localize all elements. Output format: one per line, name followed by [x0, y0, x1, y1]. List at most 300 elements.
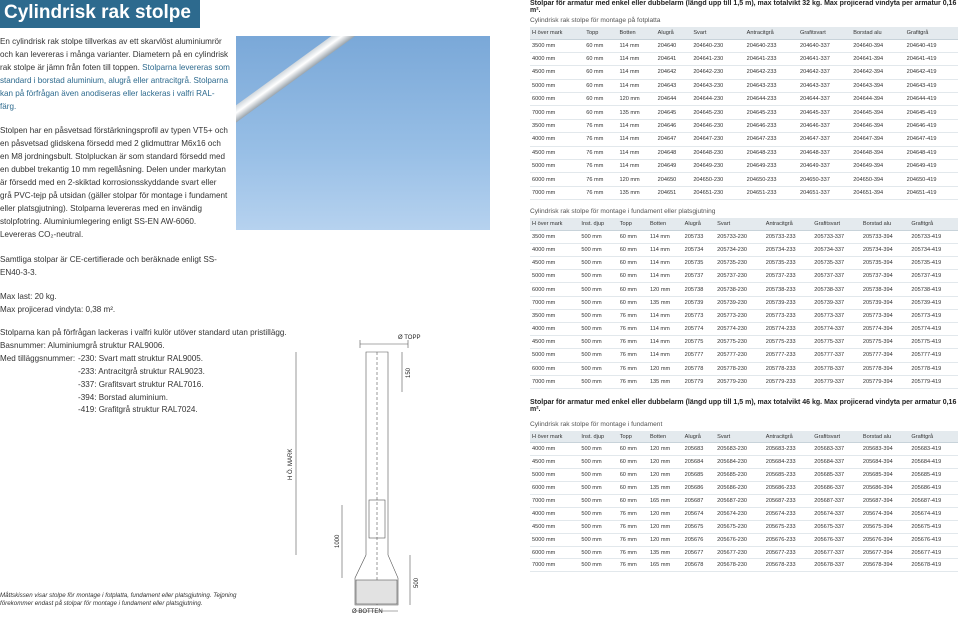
table-cell: 205675-337 — [812, 520, 861, 533]
table-cell: 3500 mm — [530, 309, 579, 322]
table-cell: 205738-230 — [715, 283, 764, 296]
table-cell: 76 mm — [618, 507, 648, 520]
table-cell: 204644-337 — [798, 93, 851, 106]
pole-photo — [236, 36, 490, 230]
table-cell: 205735 — [683, 257, 716, 270]
table-2-title: Cylindrisk rak stolpe för montage i fundament eller platsgjutning — [530, 208, 716, 216]
table-cell: 205779-419 — [909, 375, 958, 388]
table-cell: 205773-230 — [715, 309, 764, 322]
table-cell: 204646-233 — [745, 119, 798, 132]
table-cell: 500 mm — [579, 243, 617, 256]
table-cell: 204648-230 — [691, 146, 744, 159]
column-header: H över mark — [530, 27, 584, 39]
table-cell: 204643-394 — [851, 79, 904, 92]
table-cell: 204646-394 — [851, 119, 904, 132]
table-row — [530, 482, 958, 495]
table-cell: 60 mm — [584, 39, 617, 52]
table-cell: 205684-419 — [909, 456, 958, 469]
table-row — [530, 349, 958, 362]
table-cell: 6000 mm — [530, 546, 579, 559]
table-cell: 205675-394 — [861, 520, 910, 533]
table-cell: 205737-233 — [764, 270, 813, 283]
dim-1000-label: 1000 — [335, 534, 341, 548]
table-cell: 60 mm — [584, 79, 617, 92]
table-cell: 205687-233 — [764, 495, 813, 508]
table-cell: 204650 — [656, 173, 692, 186]
table-cell: 204647 — [656, 133, 692, 146]
column-header: Alugrå — [683, 431, 716, 443]
top-diameter-label: Ø TOPP — [398, 335, 421, 341]
table-cell: 60 mm — [618, 469, 648, 482]
table-cell: 205674-394 — [861, 507, 910, 520]
table-row — [530, 323, 958, 336]
table-cell: 7000 mm — [530, 559, 579, 572]
table-cell: 120 mm — [648, 283, 683, 296]
page-title: Cylindrisk rak stolpe — [4, 2, 191, 23]
table-cell: 205678-394 — [861, 559, 910, 572]
table-cell: 204651-394 — [851, 186, 904, 199]
table-cell: 60 mm — [618, 257, 648, 270]
table-cell: 204647-394 — [851, 133, 904, 146]
table-cell: 204650-233 — [745, 173, 798, 186]
table-cell: 205738-394 — [861, 283, 910, 296]
table-cell: 204640-419 — [905, 39, 958, 52]
table-cell: 205678 — [683, 559, 716, 572]
table-cell: 204643 — [656, 79, 692, 92]
table-cell: 135 mm — [648, 546, 683, 559]
table-cell: 205683 — [683, 443, 716, 456]
table-cell: 205778-233 — [764, 362, 813, 375]
table-cell: 114 mm — [648, 270, 683, 283]
table-cell: 205686-233 — [764, 482, 813, 495]
table-cell: 205778-419 — [909, 362, 958, 375]
table-cell: 205685-394 — [861, 469, 910, 482]
options-label: Med tilläggsnummer: — [0, 353, 76, 363]
table-cell: 205739-394 — [861, 296, 910, 309]
table-row — [530, 230, 958, 243]
table-cell: 205779 — [683, 375, 716, 388]
table-cell: 205737-230 — [715, 270, 764, 283]
dim-500-label: 500 — [414, 577, 420, 588]
table-cell: 76 mm — [584, 173, 617, 186]
table-cell: 76 mm — [618, 309, 648, 322]
table-cell: 4000 mm — [530, 52, 584, 65]
table-cell: 114 mm — [618, 79, 656, 92]
table-cell: 500 mm — [579, 559, 617, 572]
table-cell: 205676 — [683, 533, 716, 546]
table-cell: 205774-337 — [812, 323, 861, 336]
column-header: Svart — [691, 27, 744, 39]
column-header: H över mark — [530, 218, 579, 230]
table-cell: 120 mm — [648, 456, 683, 469]
table-cell: 205675-419 — [909, 520, 958, 533]
column-header: Inst. djup — [579, 431, 617, 443]
table-cell: 135 mm — [618, 106, 656, 119]
table-cell: 205676-419 — [909, 533, 958, 546]
table-cell: 500 mm — [579, 296, 617, 309]
table-cell: 114 mm — [618, 39, 656, 52]
table-cell: 205733 — [683, 230, 716, 243]
column-header: Antracitgrå — [745, 27, 798, 39]
table-cell: 114 mm — [648, 243, 683, 256]
table-cell: 205739-233 — [764, 296, 813, 309]
table-cell: 114 mm — [648, 336, 683, 349]
table-cell: 205734-337 — [812, 243, 861, 256]
table-cell: 205733-230 — [715, 230, 764, 243]
table-cell: 204648-337 — [798, 146, 851, 159]
table-cell: 204646 — [656, 119, 692, 132]
table-cell: 205773-419 — [909, 309, 958, 322]
option-item: -419: Grafitgrå struktur RAL7024. — [78, 405, 198, 415]
table-cell: 205777-337 — [812, 349, 861, 362]
table-cell: 76 mm — [584, 160, 617, 173]
column-header: Svart — [715, 431, 764, 443]
table-cell: 205778 — [683, 362, 716, 375]
table-cell: 205777-230 — [715, 349, 764, 362]
table-cell: 204643-230 — [691, 79, 744, 92]
table-cell: 4000 mm — [530, 507, 579, 520]
table-cell: 500 mm — [579, 375, 617, 388]
column-header: Borstad alu — [861, 431, 910, 443]
table-cell: 60 mm — [584, 66, 617, 79]
table-cell: 500 mm — [579, 507, 617, 520]
table-cell: 205733-394 — [861, 230, 910, 243]
table-row — [530, 160, 958, 173]
table-cell: 205734 — [683, 243, 716, 256]
table-cell: 5000 mm — [530, 533, 579, 546]
table-cell: 205686-419 — [909, 482, 958, 495]
table-row — [530, 456, 958, 469]
table-cell: 205775-233 — [764, 336, 813, 349]
table-cell: 205684-230 — [715, 456, 764, 469]
column-header: Botten — [648, 431, 683, 443]
table-cell: 204645-337 — [798, 106, 851, 119]
table-cell: 165 mm — [648, 495, 683, 508]
table-cell: 76 mm — [584, 119, 617, 132]
column-header: Alugrå — [683, 218, 716, 230]
table-cell: 3500 mm — [530, 230, 579, 243]
table-cell: 204649-230 — [691, 160, 744, 173]
column-header: Borstad alu — [861, 218, 910, 230]
table-cell: 204641-337 — [798, 52, 851, 65]
table-cell: 205779-233 — [764, 375, 813, 388]
table-row — [530, 66, 958, 79]
table-cell: 500 mm — [579, 309, 617, 322]
table-cell: 204643-419 — [905, 79, 958, 92]
table-cell: 205677-419 — [909, 546, 958, 559]
table-footplate — [530, 27, 958, 200]
table-cell: 204642-233 — [745, 66, 798, 79]
table-cell: 135 mm — [648, 375, 683, 388]
table-cell: 7000 mm — [530, 106, 584, 119]
table-cell: 205678-230 — [715, 559, 764, 572]
table-cell: 500 mm — [579, 533, 617, 546]
table-cell: 205778-394 — [861, 362, 910, 375]
table-cell: 60 mm — [618, 243, 648, 256]
table-foundation-heavy — [530, 431, 958, 572]
table-cell: 204648-233 — [745, 146, 798, 159]
table-cell: 500 mm — [579, 283, 617, 296]
table-row — [530, 106, 958, 119]
table-cell: 114 mm — [618, 119, 656, 132]
table-cell: 76 mm — [584, 186, 617, 199]
table-cell: 205678-233 — [764, 559, 813, 572]
table-cell: 205677-233 — [764, 546, 813, 559]
table-cell: 204651-230 — [691, 186, 744, 199]
table-cell: 205677-230 — [715, 546, 764, 559]
table-cell: 3500 mm — [530, 39, 584, 52]
table-row — [530, 283, 958, 296]
table-cell: 205687-419 — [909, 495, 958, 508]
table-cell: 205778-230 — [715, 362, 764, 375]
table-row — [530, 243, 958, 256]
table-cell: 76 mm — [618, 520, 648, 533]
table-cell: 205773 — [683, 309, 716, 322]
table-cell: 6000 mm — [530, 283, 579, 296]
table-cell: 205674-419 — [909, 507, 958, 520]
column-header: Antracitgrå — [764, 431, 813, 443]
table-body — [530, 443, 958, 572]
table-1-title: Cylindrisk rak stolpe för montage på fotplatta — [530, 17, 661, 24]
table-cell: 205739 — [683, 296, 716, 309]
table-header-row — [530, 27, 958, 39]
column-header: Grafitgrå — [909, 431, 958, 443]
table-cell: 4500 mm — [530, 456, 579, 469]
tape-band — [356, 580, 397, 604]
table-cell: 204645-230 — [691, 106, 744, 119]
table-cell: 205733-337 — [812, 230, 861, 243]
table-cell: 114 mm — [618, 66, 656, 79]
table-cell: 135 mm — [618, 186, 656, 199]
table-cell: 120 mm — [618, 173, 656, 186]
table-cell: 205779-337 — [812, 375, 861, 388]
table-cell: 5000 mm — [530, 349, 579, 362]
table-cell: 204648 — [656, 146, 692, 159]
table-cell: 114 mm — [648, 230, 683, 243]
table-cell: 204644-230 — [691, 93, 744, 106]
table-cell: 205676-233 — [764, 533, 813, 546]
table-cell: 204647-230 — [691, 133, 744, 146]
table-cell: 60 mm — [618, 270, 648, 283]
table-cell: 4000 mm — [530, 443, 579, 456]
table-row — [530, 507, 958, 520]
table-cell: 114 mm — [648, 323, 683, 336]
table-row — [530, 520, 958, 533]
table-row — [530, 495, 958, 508]
table-cell: 4500 mm — [530, 336, 579, 349]
table-cell: 4000 mm — [530, 323, 579, 336]
section-2-heading: Stolpar för armatur med enkel eller dubbelarm (längd upp till 1,5 m), max totalvikt 46 kg. Max projicerad vindyta per armatur 0,16 m². — [530, 398, 957, 413]
table-cell: 500 mm — [579, 495, 617, 508]
table-cell: 204642 — [656, 66, 692, 79]
table-cell: 76 mm — [618, 323, 648, 336]
table-cell: 204641-394 — [851, 52, 904, 65]
table-cell: 114 mm — [618, 160, 656, 173]
table-cell: 204641 — [656, 52, 692, 65]
table-cell: 500 mm — [579, 270, 617, 283]
table-row — [530, 39, 958, 52]
table-cell: 205687-230 — [715, 495, 764, 508]
table-cell: 7000 mm — [530, 495, 579, 508]
table-cell: 205775-419 — [909, 336, 958, 349]
table-cell: 205734-230 — [715, 243, 764, 256]
table-cell: 205777-233 — [764, 349, 813, 362]
table-cell: 7000 mm — [530, 375, 579, 388]
table-cell: 120 mm — [648, 520, 683, 533]
table-cell: 76 mm — [618, 349, 648, 362]
table-row — [530, 186, 958, 199]
column-header: Grafitgrå — [905, 27, 958, 39]
table-cell: 114 mm — [618, 146, 656, 159]
table-cell: 500 mm — [579, 456, 617, 469]
table-cell: 204643-337 — [798, 79, 851, 92]
option-item: -230: Svart matt struktur RAL9005. — [78, 353, 204, 363]
table-row — [530, 309, 958, 322]
table-cell: 205779-230 — [715, 375, 764, 388]
table-cell: 4500 mm — [530, 257, 579, 270]
table-row — [530, 119, 958, 132]
table-cell: 205735-419 — [909, 257, 958, 270]
table-header-row — [530, 218, 958, 230]
table-cell: 205684-233 — [764, 456, 813, 469]
table-row — [530, 133, 958, 146]
option-item: -233: Antracitgrå struktur RAL9023. — [78, 366, 205, 376]
table-cell: 135 mm — [648, 482, 683, 495]
table-cell: 120 mm — [648, 362, 683, 375]
table-row — [530, 546, 958, 559]
table-cell: 500 mm — [579, 520, 617, 533]
table-cell: 204648-394 — [851, 146, 904, 159]
table-cell: 205685-233 — [764, 469, 813, 482]
table-cell: 5000 mm — [530, 160, 584, 173]
table-foundation — [530, 218, 958, 389]
table-cell: 205775 — [683, 336, 716, 349]
table-cell: 205735-230 — [715, 257, 764, 270]
table-cell: 205676-230 — [715, 533, 764, 546]
max-wind-area: Max projicerad vindyta: 0,38 m². — [0, 305, 116, 315]
table-cell: 204641-233 — [745, 52, 798, 65]
table-cell: 204649-337 — [798, 160, 851, 173]
table-cell: 500 mm — [579, 336, 617, 349]
table-cell: 205685-230 — [715, 469, 764, 482]
table-cell: 204641-230 — [691, 52, 744, 65]
table-cell: 205685 — [683, 469, 716, 482]
table-cell: 205734-419 — [909, 243, 958, 256]
intro-text-black: En cylindrisk rak stolpe tillverkas av ett skarvlöst aluminiumrör och kan levereras i många varianter. Diametern på en cylindrisk rak stolpe är jämn från foten till toppen. — [0, 37, 229, 72]
table-cell: 204643-233 — [745, 79, 798, 92]
table-cell: 60 mm — [618, 296, 648, 309]
table-cell: 205774-394 — [861, 323, 910, 336]
table-cell: 205675 — [683, 520, 716, 533]
column-header: Botten — [648, 218, 683, 230]
table-cell: 205774-230 — [715, 323, 764, 336]
options-line-1: Stolparna kan på förfrågan lackeras i valfri kulör utöver standard utan pristillägg. — [0, 328, 287, 337]
table-cell: 204651 — [656, 186, 692, 199]
table-cell: 205685-337 — [812, 469, 861, 482]
table-cell: 205677-337 — [812, 546, 861, 559]
intro-paragraph-3: Samtliga stolpar är CE-certifierade och beräknade enligt SS-EN40-3-3. — [0, 254, 217, 277]
table-cell: 204649-233 — [745, 160, 798, 173]
table-cell: 60 mm — [618, 283, 648, 296]
table-cell: 205737 — [683, 270, 716, 283]
table-cell: 204646-419 — [905, 119, 958, 132]
table-cell: 204646-337 — [798, 119, 851, 132]
table-cell: 114 mm — [648, 309, 683, 322]
table-cell: 60 mm — [584, 93, 617, 106]
table-cell: 205775-230 — [715, 336, 764, 349]
table-cell: 205738-233 — [764, 283, 813, 296]
table-cell: 120 mm — [648, 533, 683, 546]
table-cell: 5000 mm — [530, 79, 584, 92]
table-cell: 205683-233 — [764, 443, 813, 456]
table-cell: 205677 — [683, 546, 716, 559]
table-cell: 204644 — [656, 93, 692, 106]
table-cell: 205733-233 — [764, 230, 813, 243]
table-cell: 205777-394 — [861, 349, 910, 362]
table-cell: 60 mm — [584, 52, 617, 65]
table-cell: 204646-230 — [691, 119, 744, 132]
table-cell: 205739-419 — [909, 296, 958, 309]
table-cell: 204651-233 — [745, 186, 798, 199]
table-cell: 204642-394 — [851, 66, 904, 79]
table-cell: 4500 mm — [530, 520, 579, 533]
height-label: H Ö. MARK — [288, 448, 294, 480]
table-cell: 120 mm — [618, 93, 656, 106]
table-cell: 205685-419 — [909, 469, 958, 482]
table-cell: 76 mm — [618, 559, 648, 572]
product-tables — [530, 0, 958, 572]
column-header: Svart — [715, 218, 764, 230]
column-header: Topp — [618, 431, 648, 443]
table-cell: 205733-419 — [909, 230, 958, 243]
table-row — [530, 257, 958, 270]
table-cell: 205735-394 — [861, 257, 910, 270]
table-cell: 500 mm — [579, 362, 617, 375]
table-row — [530, 173, 958, 186]
table-cell: 76 mm — [618, 533, 648, 546]
column-header: Topp — [584, 27, 617, 39]
table-cell: 205738-419 — [909, 283, 958, 296]
table-cell: 205674-233 — [764, 507, 813, 520]
bottom-diameter-label: Ø BOTTEN — [352, 609, 383, 615]
table-cell: 205676-337 — [812, 533, 861, 546]
table-cell: 5000 mm — [530, 270, 579, 283]
table-cell: 204640-233 — [745, 39, 798, 52]
table-cell: 205734-233 — [764, 243, 813, 256]
table-cell: 165 mm — [648, 559, 683, 572]
option-item: -337: Grafitsvart struktur RAL7016. — [78, 379, 204, 389]
table-cell: 205684 — [683, 456, 716, 469]
table-cell: 205676-394 — [861, 533, 910, 546]
dimension-drawing — [280, 330, 480, 615]
table-cell: 6000 mm — [530, 93, 584, 106]
table-cell: 4000 mm — [530, 133, 584, 146]
table-cell: 500 mm — [579, 349, 617, 362]
table-cell: 500 mm — [579, 257, 617, 270]
table-header-row — [530, 431, 958, 443]
table-cell: 7000 mm — [530, 186, 584, 199]
table-cell: 205737-394 — [861, 270, 910, 283]
table-cell: 205683-337 — [812, 443, 861, 456]
table-cell: 60 mm — [618, 495, 648, 508]
column-header: Botten — [618, 27, 656, 39]
table-cell: 205677-394 — [861, 546, 910, 559]
table-cell: 4500 mm — [530, 146, 584, 159]
table-cell: 204651-419 — [905, 186, 958, 199]
column-header: Grafitgrå — [909, 218, 958, 230]
table-cell: 205674-230 — [715, 507, 764, 520]
table-body — [530, 230, 958, 388]
